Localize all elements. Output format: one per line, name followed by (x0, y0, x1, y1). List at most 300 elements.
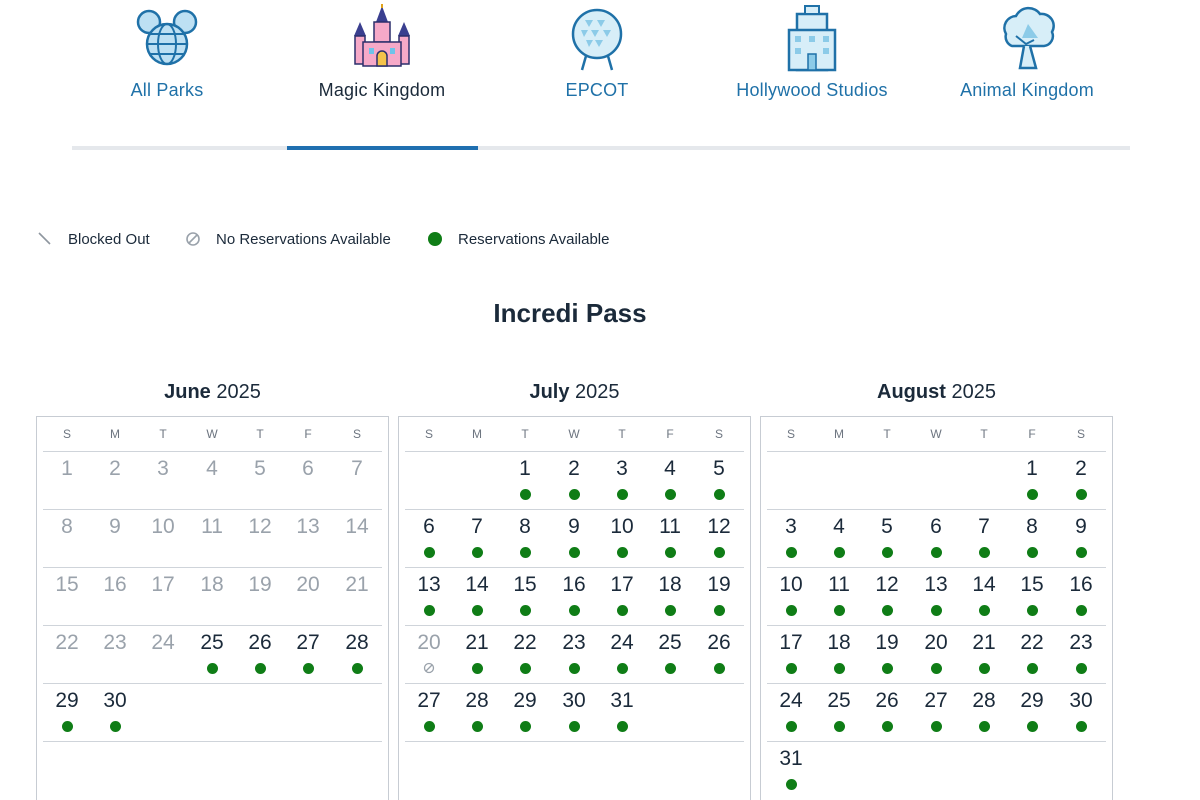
day-number: 26 (707, 631, 731, 654)
calendar-day[interactable] (1057, 452, 1105, 508)
day-number: 14 (465, 573, 489, 596)
day-number: 14 (345, 515, 369, 538)
day-number: 25 (658, 631, 682, 654)
calendar-day (284, 568, 332, 624)
calendar-day[interactable] (43, 684, 91, 740)
calendar-day[interactable] (1008, 568, 1056, 624)
day-number: 10 (610, 515, 634, 538)
available-dot-icon (1027, 721, 1038, 732)
calendar-day[interactable] (405, 510, 453, 566)
weekday-label: S (62, 427, 71, 441)
weekday-label: W (206, 427, 218, 441)
week-divider (43, 741, 382, 742)
available-dot-icon (617, 663, 628, 674)
day-number: 9 (109, 515, 121, 538)
calendar-day[interactable] (695, 452, 743, 508)
calendar-day[interactable] (646, 510, 694, 566)
day-number: 6 (930, 515, 942, 538)
available-dot-icon (1076, 547, 1087, 558)
available-dot-icon (834, 721, 845, 732)
day-number: 21 (345, 573, 369, 596)
calendar-day (236, 568, 284, 624)
day-number: 8 (519, 515, 531, 538)
calendar-heading (36, 380, 389, 408)
calendar-day[interactable] (453, 626, 501, 682)
calendar-day[interactable] (863, 568, 911, 624)
available-dot-icon (303, 663, 314, 674)
prohibited-icon (423, 662, 435, 674)
available-dot-icon (665, 663, 676, 674)
available-dot-icon (617, 489, 628, 500)
day-number: 18 (827, 631, 851, 654)
calendar-day[interactable] (598, 568, 646, 624)
calendar-day[interactable] (863, 626, 911, 682)
day-number: 29 (513, 689, 537, 712)
calendar-day[interactable] (960, 684, 1008, 740)
available-dot-icon (931, 721, 942, 732)
day-number: 28 (972, 689, 996, 712)
calendar-day[interactable] (453, 510, 501, 566)
day-number: 2 (109, 457, 121, 480)
day-number: 21 (972, 631, 996, 654)
available-dot-icon (569, 605, 580, 616)
day-number: 17 (151, 573, 175, 596)
available-dot-icon (1076, 663, 1087, 674)
day-number: 27 (924, 689, 948, 712)
available-dot-icon (882, 663, 893, 674)
day-number: 15 (513, 573, 537, 596)
calendar-day[interactable] (863, 510, 911, 566)
calendar-day[interactable] (1008, 684, 1056, 740)
calendar-day[interactable] (1057, 568, 1105, 624)
available-dot-icon (786, 663, 797, 674)
day-number: 30 (1069, 689, 1093, 712)
calendar-day[interactable] (815, 568, 863, 624)
day-number: 8 (61, 515, 73, 538)
weekday-label: F (304, 427, 312, 441)
calendar-day[interactable] (405, 568, 453, 624)
calendar-july (398, 380, 751, 712)
castle-icon (347, 4, 417, 74)
day-number: 15 (1020, 573, 1044, 596)
available-dot-icon (424, 605, 435, 616)
day-number: 3 (785, 515, 797, 538)
calendar-day (188, 510, 236, 566)
day-number: 26 (875, 689, 899, 712)
day-number: 16 (562, 573, 586, 596)
available-dot-icon (352, 663, 363, 674)
weekday-label: T (980, 427, 988, 441)
calendar-day[interactable] (550, 510, 598, 566)
calendar-day (333, 452, 381, 508)
legend-label: Reservations Available (458, 231, 610, 248)
calendar-day[interactable] (1008, 626, 1056, 682)
weekday-label: W (568, 427, 580, 441)
available-dot-icon (472, 721, 483, 732)
available-dot-icon (1027, 489, 1038, 500)
available-dot-icon (617, 605, 628, 616)
calendar-day[interactable] (598, 452, 646, 508)
day-number: 29 (1020, 689, 1044, 712)
day-number: 20 (296, 573, 320, 596)
weekday-label: S (714, 427, 723, 441)
day-number: 12 (875, 573, 899, 596)
tab-epcot[interactable] (502, 0, 692, 150)
day-number: 8 (1026, 515, 1038, 538)
day-number: 18 (200, 573, 224, 596)
month-name: August (877, 381, 946, 403)
available-dot-icon (882, 605, 893, 616)
calendar-day[interactable] (453, 684, 501, 740)
weekday-label: S (352, 427, 361, 441)
weekday-header (761, 417, 1112, 451)
calendar-day[interactable] (501, 510, 549, 566)
calendar-day[interactable] (646, 452, 694, 508)
calendar-day (139, 626, 187, 682)
available-dot-icon (665, 605, 676, 616)
calendar-day[interactable] (815, 510, 863, 566)
day-number: 16 (1069, 573, 1093, 596)
day-number: 18 (658, 573, 682, 596)
year: 2025 (216, 381, 261, 403)
calendar-day (43, 452, 91, 508)
day-number: 23 (562, 631, 586, 654)
available-dot-icon (786, 721, 797, 732)
day-number: 5 (254, 457, 266, 480)
available-dot-icon (1076, 489, 1087, 500)
weekday-label: M (472, 427, 482, 441)
available-dot-icon (569, 663, 580, 674)
available-dot-icon (979, 663, 990, 674)
available-dot-icon (665, 547, 676, 558)
day-number: 7 (471, 515, 483, 538)
legend-label: Blocked Out (68, 231, 150, 248)
month-name: June (164, 381, 211, 403)
day-number: 30 (562, 689, 586, 712)
day-number: 10 (779, 573, 803, 596)
available-dot-icon (1076, 605, 1087, 616)
day-number: 24 (151, 631, 175, 654)
weekday-label: T (618, 427, 626, 441)
calendar-day[interactable] (333, 626, 381, 682)
weekday-label: W (930, 427, 942, 441)
day-number: 12 (707, 515, 731, 538)
day-number: 7 (351, 457, 363, 480)
day-number: 4 (833, 515, 845, 538)
calendar-day[interactable] (598, 626, 646, 682)
available-dot-icon (569, 547, 580, 558)
week-divider (405, 741, 744, 742)
calendar-day[interactable] (646, 568, 694, 624)
day-number: 27 (296, 631, 320, 654)
day-number: 19 (248, 573, 272, 596)
calendar-day[interactable] (1057, 626, 1105, 682)
weekday-header (399, 417, 750, 451)
day-number: 14 (972, 573, 996, 596)
day-number: 12 (248, 515, 272, 538)
calendar-day (91, 626, 139, 682)
calendar-day[interactable] (405, 684, 453, 740)
calendar-day[interactable] (767, 510, 815, 566)
calendar-day (91, 568, 139, 624)
calendar-day[interactable] (767, 626, 815, 682)
calendar-day[interactable] (646, 626, 694, 682)
calendar-day[interactable] (960, 626, 1008, 682)
day-number: 5 (713, 457, 725, 480)
calendar-day[interactable] (912, 684, 960, 740)
available-dot-icon (426, 230, 444, 248)
available-dot-icon (834, 663, 845, 674)
tab-label: Magic Kingdom (318, 80, 446, 100)
calendar-day[interactable] (284, 626, 332, 682)
available-dot-icon (424, 547, 435, 558)
available-dot-icon (979, 605, 990, 616)
calendar-day[interactable] (550, 684, 598, 740)
month-name: July (529, 381, 570, 403)
calendar-august (760, 380, 1113, 770)
calendar-day[interactable] (236, 626, 284, 682)
available-dot-icon (617, 721, 628, 732)
calendar-day (139, 452, 187, 508)
day-number: 20 (417, 631, 441, 654)
available-dot-icon (714, 547, 725, 558)
available-dot-icon (1027, 605, 1038, 616)
day-number: 9 (1075, 515, 1087, 538)
available-dot-icon (882, 721, 893, 732)
weekday-header (37, 417, 388, 451)
available-dot-icon (979, 721, 990, 732)
day-number: 30 (103, 689, 127, 712)
day-number: 23 (103, 631, 127, 654)
calendar-day (188, 452, 236, 508)
available-dot-icon (786, 779, 797, 790)
tower-icon (777, 4, 847, 74)
day-number: 11 (659, 515, 681, 538)
day-number: 27 (417, 689, 441, 712)
available-dot-icon (1027, 663, 1038, 674)
available-dot-icon (834, 547, 845, 558)
park-tabs (60, 0, 1140, 152)
calendar-day[interactable] (767, 568, 815, 624)
available-dot-icon (520, 547, 531, 558)
available-dot-icon (931, 547, 942, 558)
weekday-label: T (883, 427, 891, 441)
day-number: 6 (423, 515, 435, 538)
available-dot-icon (520, 721, 531, 732)
calendar-day (284, 452, 332, 508)
day-number: 3 (616, 457, 628, 480)
weekday-label: S (1076, 427, 1085, 441)
weekday-label: F (666, 427, 674, 441)
calendar-day[interactable] (815, 684, 863, 740)
calendar-day (91, 452, 139, 508)
day-number: 22 (55, 631, 79, 654)
calendar-day[interactable] (1057, 510, 1105, 566)
day-number: 10 (151, 515, 175, 538)
week-divider (767, 741, 1106, 742)
calendar-day (188, 568, 236, 624)
available-dot-icon (472, 547, 483, 558)
calendar-day (236, 452, 284, 508)
day-number: 1 (1026, 457, 1038, 480)
calendar-day[interactable] (1008, 452, 1056, 508)
available-dot-icon (207, 663, 218, 674)
calendar-grid (36, 416, 389, 800)
day-number: 11 (828, 573, 850, 596)
tab-animal-kingdom[interactable] (932, 0, 1122, 150)
calendar-day (139, 568, 187, 624)
calendar-grid (398, 416, 751, 800)
calendar-day[interactable] (695, 626, 743, 682)
day-number: 22 (1020, 631, 1044, 654)
day-number: 7 (978, 515, 990, 538)
calendar-day[interactable] (501, 684, 549, 740)
weekday-label: T (256, 427, 264, 441)
day-number: 25 (200, 631, 224, 654)
calendar-day[interactable] (501, 452, 549, 508)
day-number: 16 (103, 573, 127, 596)
day-number: 26 (248, 631, 272, 654)
calendar-day[interactable] (598, 684, 646, 740)
calendar-day (333, 568, 381, 624)
calendar-day[interactable] (550, 626, 598, 682)
day-number: 19 (707, 573, 731, 596)
calendar-day[interactable] (1008, 510, 1056, 566)
day-number: 13 (924, 573, 948, 596)
day-number: 13 (296, 515, 320, 538)
day-number: 15 (55, 573, 79, 596)
mickey-globe-icon (132, 4, 202, 74)
day-number: 4 (206, 457, 218, 480)
available-dot-icon (979, 547, 990, 558)
available-dot-icon (882, 547, 893, 558)
calendar-day[interactable] (1057, 684, 1105, 740)
calendar-day[interactable] (912, 510, 960, 566)
calendar-day[interactable] (912, 626, 960, 682)
weekday-label: M (834, 427, 844, 441)
day-number: 23 (1069, 631, 1093, 654)
tree-of-life-icon (992, 4, 1062, 74)
calendar-day[interactable] (91, 684, 139, 740)
calendar-heading (760, 380, 1113, 408)
tab-magic-kingdom[interactable] (287, 0, 477, 150)
year: 2025 (951, 381, 996, 403)
day-number: 11 (201, 515, 223, 538)
calendar-day (236, 510, 284, 566)
day-number: 19 (875, 631, 899, 654)
available-dot-icon (255, 663, 266, 674)
available-dot-icon (110, 721, 121, 732)
day-number: 2 (568, 457, 580, 480)
available-dot-icon (424, 721, 435, 732)
available-dot-icon (714, 605, 725, 616)
available-dot-icon (520, 605, 531, 616)
available-dot-icon (665, 489, 676, 500)
available-dot-icon (714, 489, 725, 500)
active-tab-indicator (287, 146, 478, 150)
available-dot-icon (520, 663, 531, 674)
legend-label: No Reservations Available (216, 231, 391, 248)
day-number: 24 (779, 689, 803, 712)
available-dot-icon (786, 547, 797, 558)
day-number: 5 (881, 515, 893, 538)
tab-label: EPCOT (565, 80, 629, 100)
calendar-day[interactable] (695, 510, 743, 566)
calendar-day[interactable] (501, 568, 549, 624)
calendar-day (91, 510, 139, 566)
available-dot-icon (617, 547, 628, 558)
calendar-day[interactable] (598, 510, 646, 566)
day-number: 20 (924, 631, 948, 654)
day-number: 31 (779, 747, 803, 770)
day-number: 31 (610, 689, 634, 712)
available-dot-icon (834, 605, 845, 616)
day-number: 4 (664, 457, 676, 480)
day-number: 24 (610, 631, 634, 654)
calendar-june (36, 380, 389, 712)
available-dot-icon (520, 489, 531, 500)
day-number: 25 (827, 689, 851, 712)
calendar-day (333, 510, 381, 566)
available-dot-icon (472, 605, 483, 616)
calendar-day[interactable] (767, 684, 815, 740)
available-dot-icon (472, 663, 483, 674)
day-number: 29 (55, 689, 79, 712)
calendar-day[interactable] (501, 626, 549, 682)
calendar-day[interactable] (453, 568, 501, 624)
day-number: 3 (157, 457, 169, 480)
weekday-label: S (786, 427, 795, 441)
calendar-day[interactable] (960, 510, 1008, 566)
calendar-day[interactable] (815, 626, 863, 682)
calendar-day[interactable] (188, 626, 236, 682)
calendar-day[interactable] (695, 568, 743, 624)
prohibited-icon (184, 230, 202, 248)
day-number: 1 (519, 457, 531, 480)
day-number: 17 (779, 631, 803, 654)
calendar-day (284, 510, 332, 566)
available-dot-icon (1027, 547, 1038, 558)
calendar-heading (398, 380, 751, 408)
day-number: 2 (1075, 457, 1087, 480)
available-dot-icon (62, 721, 73, 732)
day-number: 13 (417, 573, 441, 596)
day-number: 22 (513, 631, 537, 654)
day-number: 6 (302, 457, 314, 480)
calendar-day (139, 510, 187, 566)
weekday-label: M (110, 427, 120, 441)
day-number: 1 (61, 457, 73, 480)
available-dot-icon (786, 605, 797, 616)
calendar-day[interactable] (767, 742, 815, 798)
calendar-day[interactable] (912, 568, 960, 624)
calendar-day[interactable] (960, 568, 1008, 624)
spaceship-earth-icon (562, 4, 632, 74)
available-dot-icon (714, 663, 725, 674)
calendar-day[interactable] (550, 568, 598, 624)
calendar-day (43, 510, 91, 566)
available-dot-icon (569, 489, 580, 500)
calendar-day[interactable] (550, 452, 598, 508)
calendar-day[interactable] (863, 684, 911, 740)
available-dot-icon (569, 721, 580, 732)
slash-icon (36, 230, 54, 248)
tab-hollywood-studios[interactable] (717, 0, 907, 150)
calendar-day (43, 568, 91, 624)
pass-title: Incredi Pass (493, 298, 647, 328)
day-number: 28 (345, 631, 369, 654)
tab-all-parks[interactable] (72, 0, 262, 150)
